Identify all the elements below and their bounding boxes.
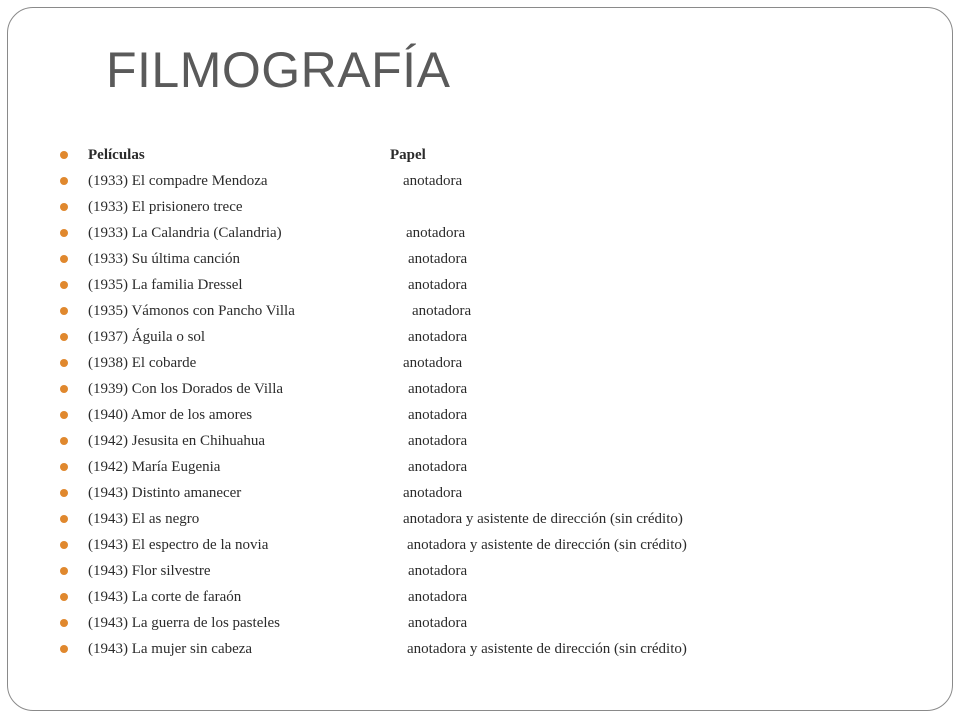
bullet-icon (60, 385, 68, 393)
film-role: anotadora y asistente de dirección (sin crédito) (407, 537, 687, 553)
bullet-icon (60, 411, 68, 419)
bullet-icon (60, 177, 68, 185)
film-title: (1942) María Eugenia (88, 459, 221, 475)
film-role: anotadora (408, 251, 468, 267)
header-films: Películas (88, 147, 145, 163)
film-role: anotadora (408, 589, 468, 605)
bullet-icon (60, 307, 68, 315)
film-title: (1939) Con los Dorados de Villa (88, 381, 284, 397)
film-title: (1937) Águila o sol (88, 329, 206, 345)
film-title: (1933) La Calandria (Calandria) (88, 225, 282, 241)
bullet-icon (60, 229, 68, 237)
film-title: (1943) La guerra de los pasteles (88, 615, 281, 631)
film-title: (1938) El cobarde (88, 355, 197, 371)
film-role: anotadora (403, 173, 463, 189)
film-role: anotadora (408, 433, 468, 449)
film-title: (1943) La mujer sin cabeza (88, 641, 253, 657)
film-title: (1940) Amor de los amores (88, 407, 253, 423)
film-role: anotadora (408, 459, 468, 475)
bullet-icon (60, 255, 68, 263)
film-title: (1943) Flor silvestre (88, 563, 211, 579)
film-title: (1935) Vámonos con Pancho Villa (88, 303, 295, 319)
bullet-icon (60, 619, 68, 627)
film-title: (1933) El compadre Mendoza (88, 173, 268, 189)
bullet-icon (60, 515, 68, 523)
bullet-icon (60, 437, 68, 445)
film-role: anotadora (408, 381, 468, 397)
header-role: Papel (390, 147, 426, 163)
bullet-icon (60, 593, 68, 601)
film-title: (1943) La corte de faraón (88, 589, 242, 605)
bullet-icon (60, 359, 68, 367)
bullet-icon (60, 541, 68, 549)
film-role: anotadora (408, 407, 468, 423)
bullet-icon (60, 645, 68, 653)
film-title: (1933) El prisionero trece (88, 199, 243, 215)
film-role: anotadora (403, 355, 463, 371)
film-title: (1935) La familia Dressel (88, 277, 243, 293)
bullet-icon (60, 203, 68, 211)
bullet-icon (60, 567, 68, 575)
film-title: (1943) El as negro (88, 511, 200, 527)
film-role: anotadora (412, 303, 472, 319)
bullet-icon (60, 333, 68, 341)
film-role: anotadora (408, 563, 468, 579)
film-role: anotadora (406, 225, 466, 241)
film-title: (1933) Su última canción (88, 251, 241, 267)
bullet-icon (60, 151, 68, 159)
film-title: (1942) Jesusita en Chihuahua (88, 433, 266, 449)
film-role: anotadora (408, 615, 468, 631)
slide-title: FILMOGRAFÍA (106, 42, 451, 98)
film-role: anotadora (403, 485, 463, 501)
bullet-icon (60, 463, 68, 471)
film-role: anotadora (408, 277, 468, 293)
film-role: anotadora (408, 329, 468, 345)
film-title: (1943) Distinto amanecer (88, 485, 242, 501)
film-role: anotadora y asistente de dirección (sin crédito) (403, 511, 683, 527)
bullet-icon (60, 281, 68, 289)
film-title: (1943) El espectro de la novia (88, 537, 269, 553)
film-role: anotadora y asistente de dirección (sin crédito) (407, 641, 687, 657)
bullet-icon (60, 489, 68, 497)
